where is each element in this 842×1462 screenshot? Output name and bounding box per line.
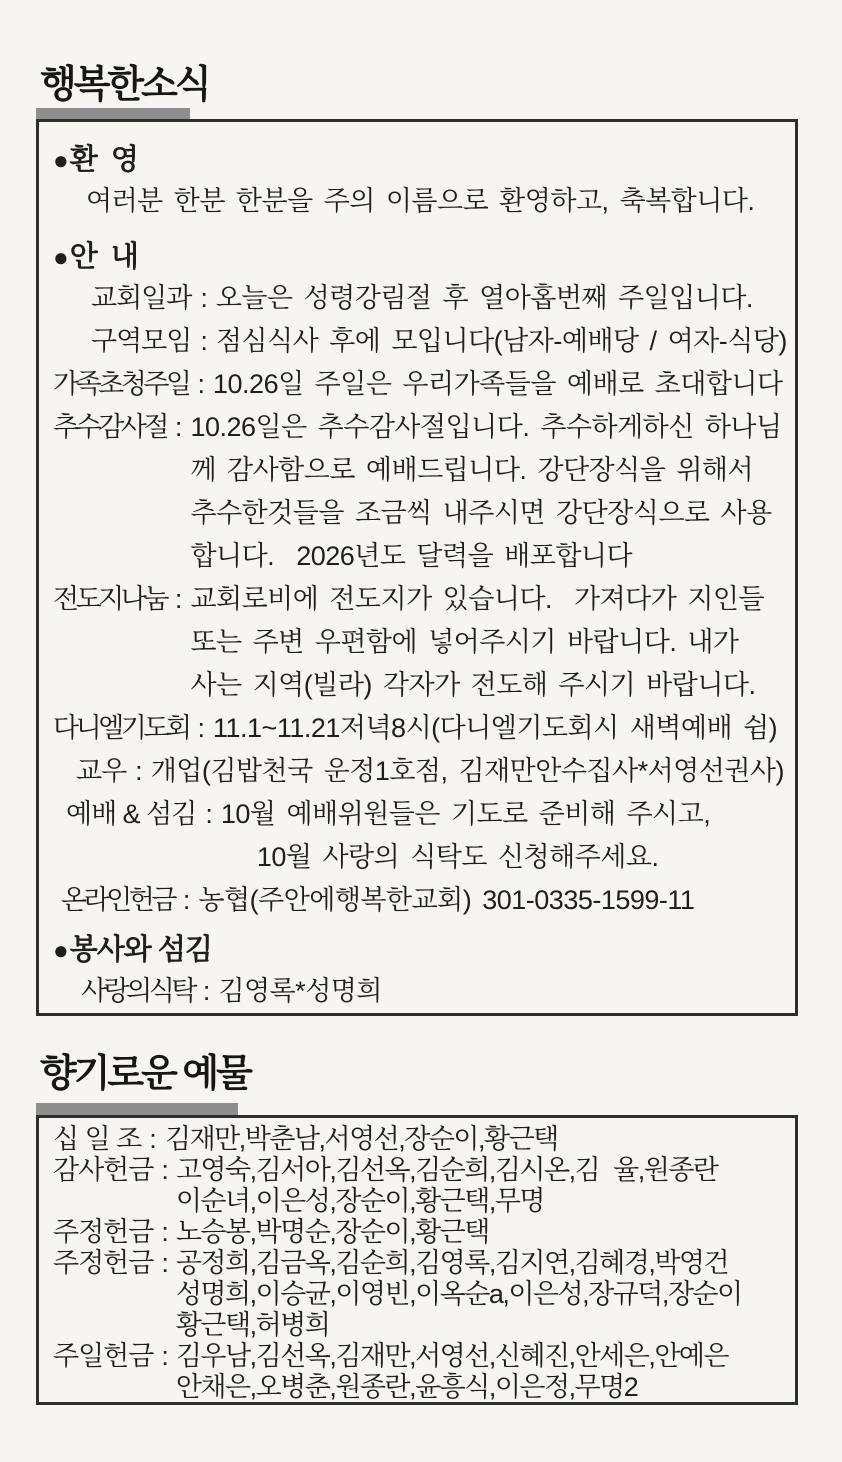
colon-separator: : [161, 1341, 168, 1371]
guide-item-label [91, 277, 216, 320]
offering-section-title: 향기로운 예물 [40, 1053, 250, 1095]
colon-separator: : [161, 1248, 168, 1278]
colon-separator: : [200, 326, 207, 356]
guide-item-daniel-prayer-meeting [53, 707, 789, 750]
guide-heading-text: 안 내 [69, 241, 138, 273]
label-text: 예배 & 섬김 [66, 799, 197, 829]
label-text: 다니엘기도회 [53, 713, 189, 743]
names-line: 고영숙,김서아,김선옥,김순희,김시온,김 율,원종란 [175, 1155, 718, 1185]
guide-item-label [53, 363, 213, 406]
guide-item-member-news [53, 750, 789, 793]
names-line: 김우남,김선옥,김재만,서영선,신혜진,안세은,안예은 [175, 1341, 729, 1371]
guide-item-label [53, 406, 190, 449]
text-line: 10.26일은 추수감사절입니다. 추수하게하신 하나님 [190, 412, 782, 442]
names-line: 이순녀,이은성,장순이,황근택,무명 [175, 1186, 544, 1216]
offering-item-names [176, 1341, 791, 1403]
names-line: 황근택,허병희 [175, 1310, 330, 1340]
label-text: 사랑의식탁 [81, 976, 194, 1006]
colon-separator: : [200, 283, 207, 313]
text-line: 10월 사랑의 식탁도 신청해주세요. [256, 842, 659, 872]
colon-separator: : [174, 584, 182, 614]
label-text: 추수감사절 [53, 412, 166, 442]
serving-item-text [218, 970, 789, 1013]
colon-separator: : [161, 1217, 168, 1247]
guide-item-label [76, 750, 151, 793]
text-line: 11.1~11.21저녁8시(다니엘기도회시 새벽예배 쉼) [213, 713, 778, 743]
guide-item-online-offering [53, 879, 789, 922]
colon-separator: : [149, 1124, 156, 1154]
label-text: 가족초청주일 [53, 369, 189, 399]
serving-item-love-table [53, 970, 789, 1013]
offering-item-label [53, 1217, 176, 1248]
news-box [36, 119, 798, 1016]
names-line: 김재만,박춘남,서영선,장순이,황근택 [165, 1124, 558, 1154]
offering-item-names [176, 1217, 791, 1248]
label-text: 교회일과 [91, 283, 192, 313]
offering-item-names [165, 1124, 791, 1155]
offering-item-label [53, 1248, 176, 1279]
serving-heading-text: 봉사와 섬김 [69, 934, 212, 966]
news-section-title: 행복한소식 [40, 64, 209, 106]
names-line: 안채은,오병춘,원종란,윤흥식,이은정,무명2 [175, 1372, 638, 1402]
guide-item-text [216, 277, 789, 320]
label-text: 감사헌금 [53, 1155, 154, 1185]
serving-items [53, 970, 789, 1013]
guide-item-label [53, 578, 190, 621]
label-text: 구역모임 [91, 326, 192, 356]
serving-heading [53, 930, 789, 970]
guide-item-district-meeting [53, 320, 789, 363]
offering-item-names [176, 1155, 791, 1217]
offering-item-label [53, 1341, 176, 1372]
text-line: 교회로비에 전도지가 있습니다. 가져다가 지인들 [190, 584, 765, 614]
colon-separator: : [161, 1155, 168, 1185]
offering-item-weekly-pledge-2 [53, 1248, 791, 1341]
bullet-dot-icon: ● [53, 145, 68, 175]
guide-item-text [213, 707, 789, 750]
text-line: 개업(김밥천국 운정1호점, 김재만안수집사*서영선권사) [150, 756, 785, 786]
offering-item-tithe [53, 1124, 791, 1155]
text-line: 10월 예배위원들은 기도로 준비해 주시고, [220, 799, 711, 829]
text-line: 10.26일 주일은 우리가족들을 예배로 초대합니다 [213, 369, 783, 399]
text-line: 합니다. 2026년도 달력을 배포합니다 [190, 541, 633, 571]
guide-item-church-schedule [53, 277, 789, 320]
text-line: 또는 주변 우편함에 넣어주시기 바랍니다. 내가 [190, 627, 739, 657]
label-text: 주일헌금 [53, 1341, 154, 1371]
guide-item-text [221, 793, 789, 879]
guide-item-text [213, 363, 789, 406]
offering-title-underline-bar [36, 1103, 238, 1115]
names-line: 성명희,이승균,이영빈,이옥순a,이은성,장규덕,장순이 [175, 1279, 742, 1309]
offering-item-label [53, 1124, 165, 1155]
text-line: 농협(주안에행복한교회) 301-0335-1599-11 [198, 885, 695, 915]
guide-item-tract-sharing [53, 578, 789, 707]
guide-item-text [216, 320, 789, 363]
guide-item-label [61, 879, 198, 922]
offering-box [36, 1115, 798, 1405]
colon-separator: : [205, 799, 212, 829]
welcome-heading [53, 140, 789, 180]
guide-item-label [66, 793, 221, 836]
names-line: 노승봉,박명순,장순이,황근택 [175, 1217, 489, 1247]
guide-item-worship-and-serving [53, 793, 789, 879]
text-line: 사는 지역(빌라) 각자가 전도해 주시기 바랍니다. [190, 670, 756, 700]
offering-item-thanks-offering [53, 1155, 791, 1217]
bullet-dot-icon: ● [53, 935, 68, 965]
text-line: 오늘은 성령강림절 후 열아홉번째 주일입니다. [215, 283, 753, 313]
text-line: 점심식사 후에 모입니다(남자-예배당 / 여자-식당) [215, 326, 787, 356]
names-line: 공정희,김금옥,김순희,김영록,김지연,김혜경,박영건 [175, 1248, 729, 1278]
guide-item-text [198, 879, 789, 922]
guide-heading [53, 237, 789, 277]
offering-item-names [176, 1248, 791, 1341]
welcome-body-text: 여러분 한분 한분을 주의 이름으로 환영하고, 축복합니다. [86, 186, 755, 216]
colon-separator: : [197, 713, 205, 743]
colon-separator: : [135, 756, 142, 786]
colon-separator: : [197, 369, 205, 399]
guide-item-family-invitation-sunday [53, 363, 789, 406]
offering-item-sunday-offering [53, 1341, 791, 1403]
welcome-heading-text: 환 영 [69, 144, 138, 176]
offering-item-weekly-pledge-1 [53, 1217, 791, 1248]
colon-separator: : [174, 412, 182, 442]
text-line: 께 감사함으로 예배드립니다. 강단장식을 위해서 [190, 455, 754, 485]
guide-item-text [151, 750, 789, 793]
colon-separator: : [202, 976, 210, 1006]
bullet-dot-icon: ● [53, 242, 68, 272]
label-text: 주정헌금 [53, 1248, 154, 1278]
guide-item-text [190, 578, 789, 707]
label-text: 전도지나눔 [53, 584, 166, 614]
offering-item-label [53, 1155, 176, 1186]
label-text: 주정헌금 [53, 1217, 154, 1247]
serving-item-label [81, 970, 218, 1013]
guide-item-text [190, 406, 789, 578]
text-line: 김영록*성명희 [218, 976, 382, 1006]
guide-item-label [53, 707, 213, 750]
guide-item-thanksgiving [53, 406, 789, 578]
guide-item-label [91, 320, 216, 363]
colon-separator: : [182, 885, 190, 915]
label-text: 십 일 조 [53, 1124, 142, 1154]
text-line: 추수한것들을 조금씩 내주시면 강단장식으로 사용 [190, 498, 772, 528]
label-text: 교우 [76, 756, 127, 786]
label-text: 온라인헌금 [61, 885, 174, 915]
guide-items [53, 277, 789, 922]
